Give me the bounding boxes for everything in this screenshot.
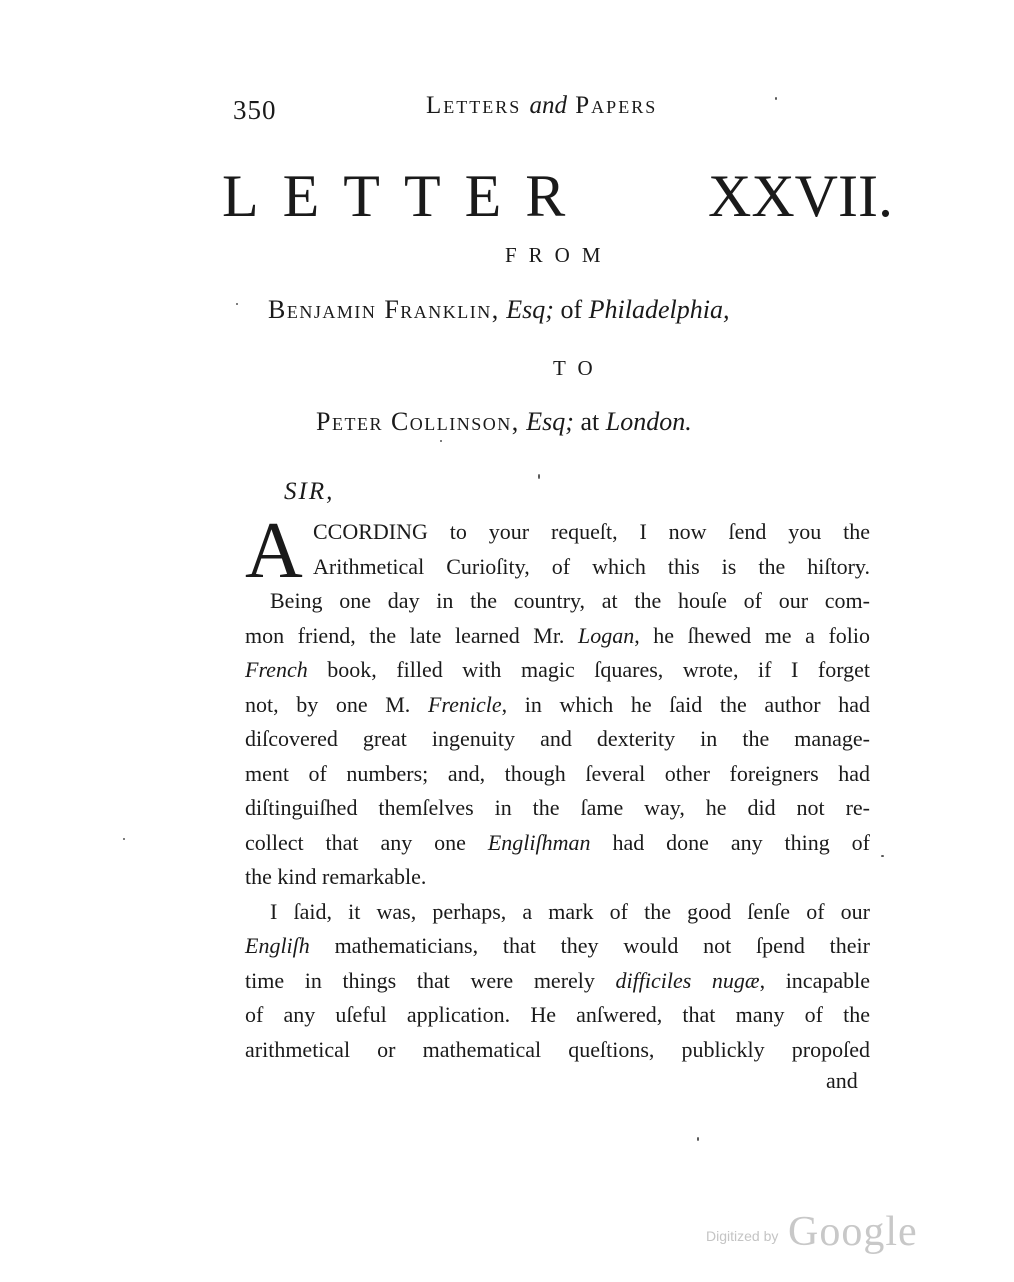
body-line bbox=[245, 1033, 870, 1068]
google-watermark-logo: Google bbox=[788, 1209, 918, 1255]
body-text: , incapable bbox=[759, 967, 870, 993]
body-line bbox=[245, 757, 870, 792]
italic-word: Engliſh bbox=[245, 933, 310, 958]
body-line bbox=[245, 619, 870, 654]
digitized-by-label: Digitized by bbox=[706, 1228, 779, 1244]
letter-title: LETTER bbox=[222, 163, 590, 229]
sender-line bbox=[268, 295, 729, 325]
body-line bbox=[245, 688, 870, 723]
drop-cap: A bbox=[245, 507, 303, 595]
body-line bbox=[245, 895, 870, 930]
running-head-letters: Letters bbox=[426, 92, 522, 119]
recipient-at: at bbox=[580, 407, 600, 436]
italic-word: Frenicle bbox=[427, 691, 502, 717]
italic-word: difficiles nugæ bbox=[615, 967, 760, 993]
italic-word: Logan bbox=[578, 622, 635, 648]
scan-speck bbox=[881, 855, 884, 857]
body-line bbox=[245, 964, 870, 999]
sender-of: of bbox=[560, 295, 583, 324]
body-text: diſcovered great ingenuity and dexterity in the manage- bbox=[245, 726, 870, 751]
body-text: the kind remarkable. bbox=[245, 864, 427, 889]
scan-speck bbox=[775, 97, 777, 100]
body-text: time in things that were merely bbox=[245, 967, 616, 993]
italic-word: French bbox=[245, 657, 308, 682]
to-label: TO bbox=[553, 356, 605, 380]
scan-speck bbox=[123, 838, 125, 840]
catchword: and bbox=[826, 1068, 858, 1093]
body-text: ment of numbers; and, though ſeveral other foreigners had bbox=[245, 760, 870, 786]
from-label: FROM bbox=[505, 243, 613, 267]
body-line bbox=[245, 929, 870, 964]
recipient-name: Peter Collinson, bbox=[316, 407, 520, 436]
body-text: of any uſeful application. He anſwered, that many of the bbox=[245, 1002, 870, 1027]
scan-speck bbox=[440, 440, 442, 442]
body-line bbox=[245, 515, 870, 550]
recipient-esq: Esq; bbox=[526, 407, 574, 436]
recipient-line bbox=[316, 407, 692, 437]
italic-word: Engliſhman bbox=[487, 829, 591, 855]
body-text: , he ſhewed me a folio bbox=[634, 622, 870, 648]
body-text: collect that any one bbox=[245, 829, 488, 855]
scan-speck bbox=[538, 474, 540, 479]
body-text: mathematicians, that they would not ſpend their bbox=[309, 933, 870, 958]
body-line bbox=[245, 998, 870, 1033]
page-number: 350 bbox=[233, 95, 277, 125]
salutation: SIR, bbox=[284, 478, 335, 505]
body-text: mon friend, the late learned Mr. bbox=[245, 622, 578, 648]
body-text: I ſaid, it was, perhaps, a mark of the good ſenſe of our bbox=[270, 898, 870, 924]
letter-number: XXVII. bbox=[708, 163, 893, 229]
body-line bbox=[245, 791, 870, 826]
sender-esq: Esq; bbox=[506, 295, 554, 324]
body-text: arithmetical or mathematical queſtions, publickly propoſed bbox=[245, 1036, 870, 1062]
body-text: not, by one M. bbox=[245, 691, 428, 717]
body-text: had done any thing of bbox=[590, 829, 870, 855]
body-text: diſtinguiſhed themſelves in the ſame way, he did not re- bbox=[245, 795, 870, 820]
body-text: Arithmetical Curioſity, of which this is the hiſtory. bbox=[313, 553, 870, 579]
running-head-papers: Papers bbox=[575, 92, 658, 119]
body-text: CCORDING to your requeſt, I now ſend you the bbox=[313, 519, 870, 544]
recipient-place: London. bbox=[605, 407, 692, 436]
body-text: book, filled with magic ſquares, wrote, if I forget bbox=[307, 657, 870, 682]
body-text: Being one day in the country, at the houſe of our com- bbox=[270, 588, 870, 613]
scan-speck bbox=[236, 303, 238, 305]
sender-place: Philadelphia, bbox=[588, 295, 730, 324]
sender-name: Benjamin Franklin, bbox=[268, 295, 500, 324]
body-line bbox=[245, 550, 870, 585]
body-line bbox=[245, 826, 870, 861]
body-line bbox=[245, 653, 870, 688]
body-line bbox=[245, 860, 870, 895]
running-head bbox=[426, 92, 657, 120]
scan-speck bbox=[697, 1137, 699, 1141]
letter-body bbox=[245, 507, 870, 1067]
body-line bbox=[245, 584, 870, 619]
body-text: , in which he ſaid the author had bbox=[501, 691, 870, 717]
body-line bbox=[245, 722, 870, 757]
running-head-and: and bbox=[529, 92, 568, 119]
